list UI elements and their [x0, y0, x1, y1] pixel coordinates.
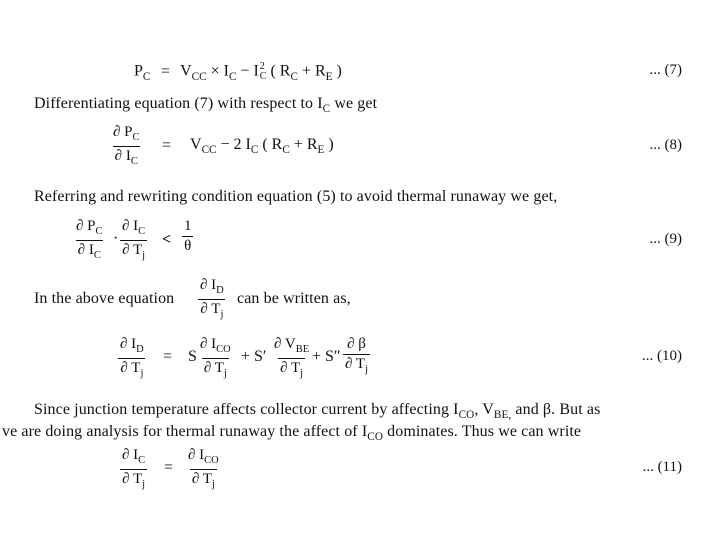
- eq8-equals: =: [162, 137, 172, 154]
- para3-num-sub: D: [216, 285, 224, 296]
- eq8-vcc-sub: CC: [201, 144, 217, 157]
- eq9-f2-num: ∂ I: [122, 218, 139, 234]
- eq11-r-den-sub: j: [211, 478, 215, 490]
- eq10-f3-den-sub: j: [365, 364, 368, 375]
- eq7-re-sub: E: [325, 70, 333, 83]
- eq8-re-sub: E: [317, 144, 325, 157]
- eq11-number: ... (11): [642, 459, 682, 475]
- para4-line1-sub2: BE,: [493, 409, 512, 422]
- eq10-den: ∂ T: [120, 359, 141, 376]
- eq11-equals: =: [164, 459, 174, 476]
- para4-line1-c: and β. But as: [511, 401, 601, 418]
- eq11-r-den: ∂ T: [191, 470, 212, 487]
- eq7-vcc-sub: CC: [191, 70, 207, 83]
- eq10-s: S: [188, 348, 197, 365]
- eq7-times-ic: × I: [206, 62, 229, 80]
- eq7-minus-ic2: − I: [236, 62, 259, 80]
- eq8-num: ∂ P: [113, 124, 133, 140]
- eq11-rhs-fraction: [186, 448, 221, 490]
- eq8-num-sub: C: [132, 132, 140, 143]
- eq10-f3-num: ∂ β: [347, 336, 366, 352]
- para4-line2: [2, 423, 581, 443]
- eq7-number: ... (7): [649, 62, 682, 78]
- eq11-lhs-fraction: [120, 448, 147, 490]
- eq10-plus-s-prime: + S′: [241, 348, 267, 365]
- eq10-f2-num: ∂ V: [274, 336, 296, 352]
- eq11-l-num: ∂ I: [122, 447, 139, 463]
- eq7-lhs: P: [134, 62, 143, 80]
- eq10-number: ... (10): [642, 348, 682, 364]
- eq11-l-den-sub: j: [142, 478, 146, 490]
- eq10-fraction-beta: [343, 337, 370, 376]
- equation-7: [134, 62, 342, 83]
- eq10-num: ∂ I: [120, 336, 137, 352]
- eq11-r-num: ∂ I: [188, 447, 205, 463]
- eq8-ic-sub: C: [250, 144, 259, 157]
- para4-line1-a: Since junction temperature affects collector current by affecting I: [34, 401, 459, 418]
- eq9-fraction-1: [74, 219, 105, 261]
- eq7-vcc: V: [180, 62, 192, 80]
- eq8-rc-sub: C: [282, 144, 290, 157]
- eq7-square-sub: C: [259, 71, 267, 82]
- paragraph-referring: Referring and rewriting condition equation (5) to avoid thermal runaway we get,: [34, 188, 558, 205]
- eq10-den-sub: j: [140, 367, 144, 379]
- eq7-lhs-sub: C: [142, 70, 151, 83]
- para4-line2-sub: CO: [367, 431, 384, 444]
- eq10-lhs-fraction: [118, 337, 146, 379]
- eq8-2ic: − 2 I: [216, 136, 251, 153]
- para3-pre: In the above equation: [34, 290, 175, 307]
- eq9-f1-num-sub: C: [95, 226, 103, 237]
- para3-inline-fraction: [198, 278, 226, 320]
- eq9-dot: ·: [113, 230, 119, 247]
- para1-text: Differentiating equation (7) with respect to I: [34, 95, 323, 112]
- eq9-f2-num-sub: C: [138, 226, 146, 237]
- para3-num: ∂ I: [200, 277, 217, 293]
- eq10-f1-den: ∂ T: [203, 359, 224, 376]
- eq8-number: ... (8): [649, 137, 682, 153]
- eq10-f1-num-sub: CO: [216, 344, 231, 355]
- eq8-lhs-fraction: [111, 125, 142, 167]
- eq10-fraction-ico: [198, 337, 233, 379]
- para4-line2-a: ve are doing analysis for thermal runaway the affect of I: [2, 423, 368, 440]
- para3-den-sub: j: [220, 308, 224, 320]
- eq10-f2-den-sub: j: [300, 367, 304, 379]
- para1-sub: C: [322, 103, 331, 116]
- eq9-f3-num: 1: [184, 218, 192, 234]
- eq8-den: ∂ I: [114, 147, 131, 164]
- paragraph-differentiating: [34, 95, 377, 115]
- eq10-plus-s-double-prime: + S″: [312, 348, 341, 365]
- eq10-equals: =: [163, 348, 173, 365]
- eq7-rc: ( R: [266, 62, 291, 80]
- eq9-f3-den: θ: [184, 238, 192, 254]
- eq7-re: + R: [297, 62, 326, 80]
- para3-post: can be written as,: [237, 290, 351, 307]
- eq9-f2-den-sub: j: [142, 249, 146, 261]
- para4-line1: [34, 401, 600, 421]
- para1-tail: we get: [330, 95, 378, 112]
- para4-line2-b: dominates. Thus we can write: [383, 423, 582, 440]
- eq7-rc-sub: C: [290, 70, 298, 83]
- para4-line1-sub1: CO: [458, 409, 475, 422]
- eq10-fraction-vbe: [272, 337, 311, 379]
- eq9-f1-den: ∂ I: [77, 241, 94, 258]
- eq10-f1-num: ∂ I: [200, 336, 217, 352]
- eq11-l-den: ∂ T: [122, 470, 143, 487]
- eq10-f1-den-sub: j: [223, 367, 227, 379]
- eq10-f2-num-sub: BE: [295, 344, 310, 355]
- eq7-square-sup: 2: [259, 61, 265, 72]
- eq8-den-sub: C: [130, 155, 138, 167]
- eq9-number: ... (9): [649, 231, 682, 247]
- eq9-fraction-3: [182, 219, 194, 254]
- eq9-less-than: <: [162, 231, 172, 248]
- eq8-vcc: V: [190, 136, 202, 153]
- eq8-re: + R: [289, 136, 318, 153]
- eq10-num-sub: D: [136, 344, 144, 355]
- eq9-f2-den: ∂ T: [122, 241, 143, 258]
- eq8-rc: ( R: [258, 136, 283, 153]
- eq7-close: ): [332, 62, 342, 80]
- eq11-l-num-sub: C: [138, 455, 146, 466]
- eq10-f3-den: ∂ T: [345, 356, 366, 372]
- eq10-f2-den: ∂ T: [280, 359, 301, 376]
- eq7-ic-sub: C: [228, 70, 237, 83]
- para3-den: ∂ T: [200, 300, 221, 317]
- eq11-r-num-sub: CO: [204, 455, 219, 466]
- eq8-close: ): [324, 136, 334, 153]
- eq9-f1-num: ∂ P: [76, 218, 96, 234]
- eq7-equals: =: [160, 62, 170, 80]
- eq9-f1-den-sub: C: [93, 249, 101, 261]
- eq8-rhs: [190, 137, 334, 156]
- eq9-fraction-2: [120, 219, 147, 261]
- para4-line1-b: , V: [474, 401, 494, 418]
